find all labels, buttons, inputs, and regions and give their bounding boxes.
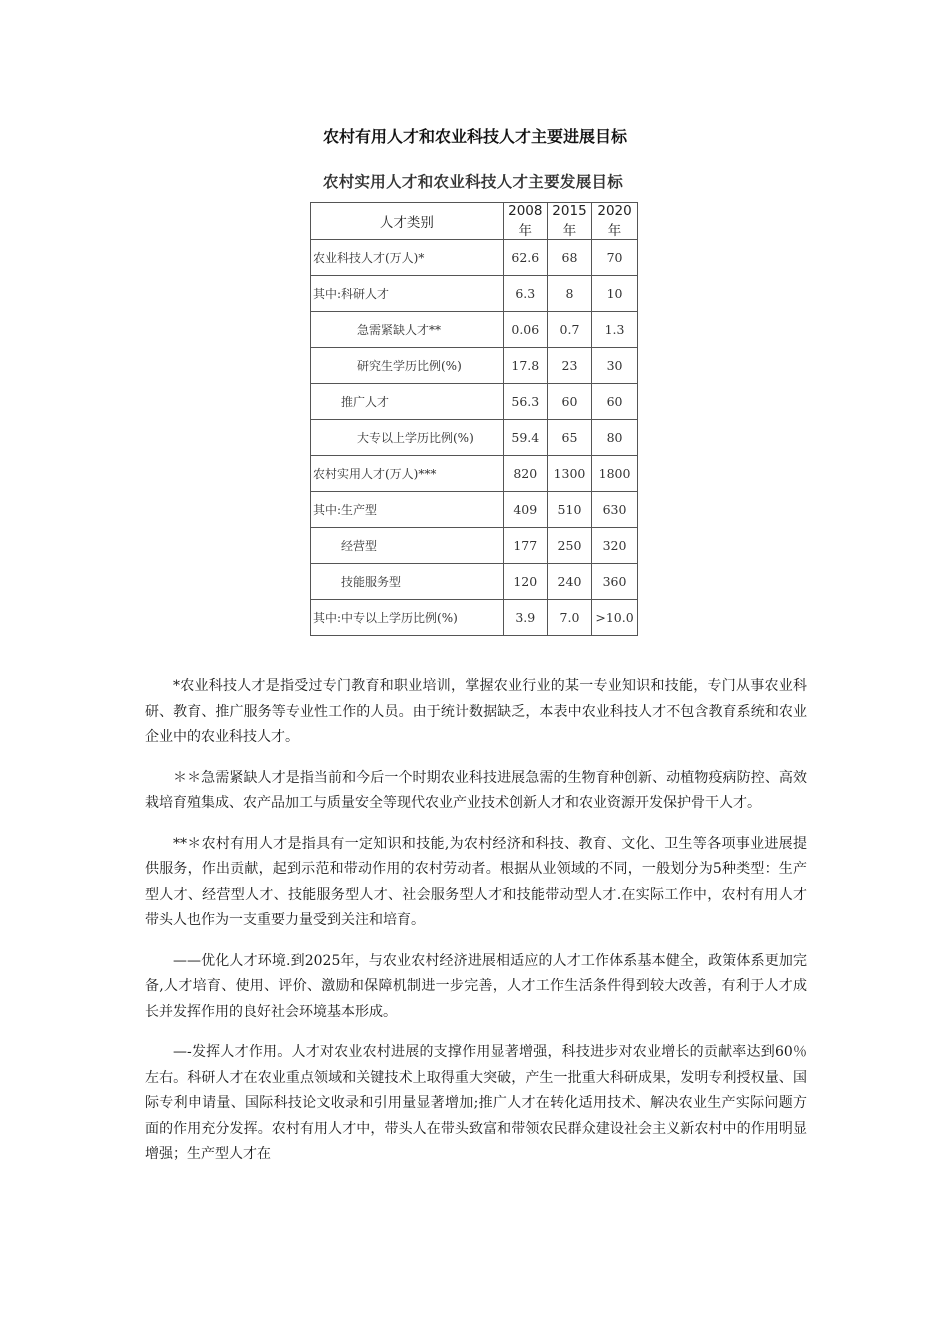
header-category: 人才类别 (311, 203, 504, 240)
footnote-agri-tech-talent: *农业科技人才是指受过专门教育和职业培训，掌握农业行业的某一专业知识和技能，专门从事农业科研、教育、推广服务等专业性工作的人员。由于统计数据缺乏，本表中农业科技人才不包含教育系统和农业企业中的农业科技人才。 (145, 678, 807, 745)
row-label: 农业科技人才(万人)* (311, 240, 504, 276)
page-title: 农村有用人才和农业科技人才主要进展目标 (322, 127, 627, 146)
cell-value: 240 (547, 564, 591, 600)
table-row (311, 240, 638, 276)
row-label: 推广人才 (311, 384, 504, 420)
cell-value: 60 (547, 384, 591, 420)
cell-value: 1300 (547, 456, 591, 492)
cell-value: 360 (592, 564, 638, 600)
row-label: 急需紧缺人才** (311, 312, 504, 348)
table-row (311, 276, 638, 312)
table-row (311, 312, 638, 348)
cell-value: 320 (592, 528, 638, 564)
header-2008: 2008年 (503, 203, 547, 240)
cell-value: 30 (592, 348, 638, 384)
row-label: 技能服务型 (311, 564, 504, 600)
cell-value: 65 (547, 420, 591, 456)
cell-value: 3.9 (503, 600, 547, 636)
row-label: 研究生学历比例(%) (311, 348, 504, 384)
cell-value: 177 (503, 528, 547, 564)
cell-value: 250 (547, 528, 591, 564)
footnote-urgent-talent: ＊＊急需紧缺人才是指当前和今后一个时期农业科技进展急需的生物育种创新、动植物疫病防控、高效栽培育殖集成、农产品加工与质量安全等现代农业产业技术创新人才和农业资源开发保护骨干人才。 (145, 769, 807, 811)
header-2020: 2020年 (592, 203, 638, 240)
row-label: 其中:生产型 (311, 492, 504, 528)
table-row (311, 348, 638, 384)
cell-value: 6.3 (503, 276, 547, 312)
goals-table (310, 202, 638, 636)
cell-value: 8 (547, 276, 591, 312)
cell-value: 70 (592, 240, 638, 276)
paragraph-optimize-environment: ——优化人才环境.到2025年，与农业农村经济进展相适应的人才工作体系基本健全，政策体系更加完备,人才培育、使用、评价、激励和保障机制进一步完善，人才工作生活条件得到较大改善，有利于人才成长并发挥作用的良好社会环境基本形成。 (145, 952, 807, 1020)
row-label: 其中:科研人才 (311, 276, 504, 312)
cell-value: 68 (547, 240, 591, 276)
cell-value: 7.0 (547, 600, 591, 636)
cell-value: 0.06 (503, 312, 547, 348)
cell-value: 630 (592, 492, 638, 528)
cell-value: 1800 (592, 456, 638, 492)
table-row (311, 456, 638, 492)
table-figure (302, 170, 644, 636)
row-label: 农村实用人才(万人)*** (311, 456, 504, 492)
body-text (145, 674, 807, 1183)
cell-value: 56.3 (503, 384, 547, 420)
table-row (311, 600, 638, 636)
cell-value: 17.8 (503, 348, 547, 384)
cell-value: 409 (503, 492, 547, 528)
table-row (311, 528, 638, 564)
cell-value: 120 (503, 564, 547, 600)
header-2015: 2015年 (547, 203, 591, 240)
table-row (311, 420, 638, 456)
cell-value: 510 (547, 492, 591, 528)
cell-value: 60 (592, 384, 638, 420)
table-row (311, 564, 638, 600)
cell-value: >10.0 (592, 600, 638, 636)
table-caption: 农村实用人才和农业科技人才主要发展目标 (322, 173, 624, 191)
cell-value: 1.3 (592, 312, 638, 348)
cell-value: 0.7 (547, 312, 591, 348)
cell-value: 80 (592, 420, 638, 456)
cell-value: 820 (503, 456, 547, 492)
row-label: 大专以上学历比例(%) (311, 420, 504, 456)
cell-value: 23 (547, 348, 591, 384)
footnote-rural-talent: **＊农村有用人才是指具有一定知识和技能,为农村经济和科技、教育、文化、卫生等各项事业进展提供服务，作出贡献，起到示范和带动作用的农村劳动者。根据从业领域的不同，一般划分为5种类型：生产型人才、经营型人才、技能服务型人才、社会服务型人才和技能带动型人才.在实际工作中，农村有用人才带头人也作为一支重要力量受到关注和培育。 (145, 835, 807, 928)
table-header-row (311, 203, 638, 240)
table-row (311, 492, 638, 528)
row-label: 其中:中专以上学历比例(%) (311, 600, 504, 636)
cell-value: 59.4 (503, 420, 547, 456)
table-row (311, 384, 638, 420)
cell-value: 10 (592, 276, 638, 312)
paragraph-talent-role: —-发挥人才作用。人才对农业农村进展的支撑作用显著增强，科技进步对农业增长的贡献率达到60％左右。科研人才在农业重点领域和关键技术上取得重大突破，产生一批重大科研成果，发明专利授权量、国际专利申请量、国际科技论文收录和引用量显著增加;推广人才在转化适用技术、解决农业生产实际问题方面的作用充分发挥。农村有用人才中，带头人在带头致富和带领农民群众建设社会主义新农村中的作用明显增强；生产型人才在 (145, 1044, 807, 1162)
row-label: 经营型 (311, 528, 504, 564)
cell-value: 62.6 (503, 240, 547, 276)
